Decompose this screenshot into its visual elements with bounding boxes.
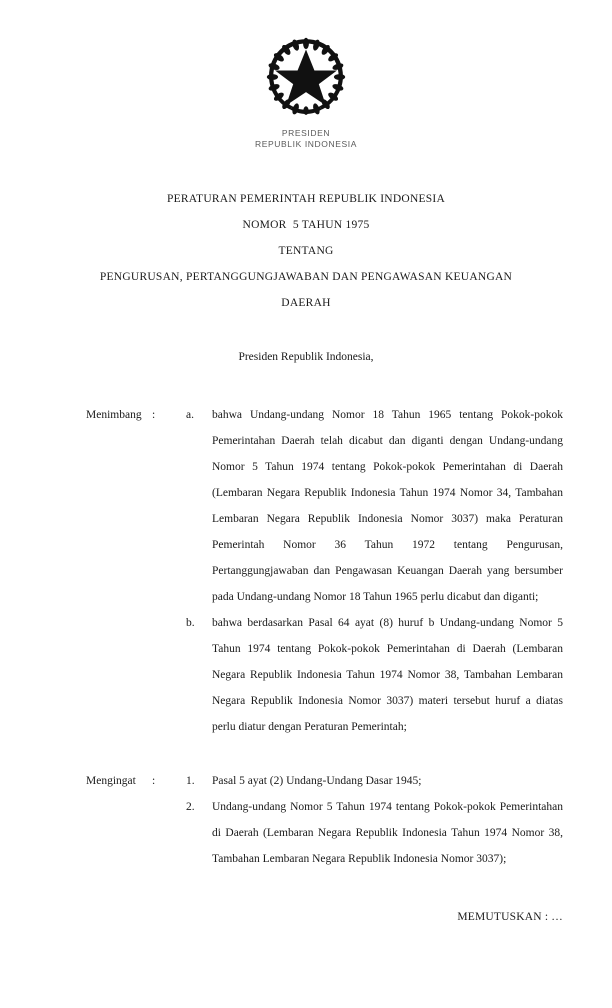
list-item [186,794,563,872]
mengingat-item-marker-1: 1. [186,775,195,787]
menimbang-item-text-b: bahwa berdasarkan Pasal 64 ayat (8) huruf b Undang-undang Nomor 5 Tahun 1974 tentang Pokok-pokok Pemerintahan di Daerah (Lembaran Negara Republik Indonesia Tahun 1974 Nomor 38, Tambahan Lembaran Negara Republik Indonesia Nomor 3037) materi tersebut huruf a diatas perlu diatur dengan Peraturan Pemerintah; [212,617,563,733]
menimbang-item-text-a: bahwa Undang-undang Nomor 18 Tahun 1965 tentang Pokok-pokok Pemerintahan Daerah telah dicabut dan diganti dengan Undang-undang Nomor 5 Tahun 1974 tentang Pokok-pokok Pemerintahan di Daerah (Lembaran Negara Republik Indonesia Tahun 1974 Nomor 34, Tambahan Lembaran Negara Republik Indonesia Nomor 3037) maka Peraturan Pemerintah Nomor 36 Tahun 1972 tentang Pengurusan, Pertanggungjawaban dan Pengawasan Keuangan Daerah yang bersumber pada Undang-undang Nomor 18 Tahun 1965 perlu dicabut dan diganti; [212,409,563,603]
presidential-seal-star-wreath-icon [263,34,349,120]
menimbang-item-marker-b: b. [186,617,195,629]
menimbang-label: Menimbang [86,409,142,421]
mengingat-section [86,768,563,872]
emblem-caption [0,128,612,150]
menimbang-colon: : [152,409,156,421]
mengingat-colon: : [152,775,156,787]
presidential-emblem-block [0,34,612,150]
title-line-tentang: TENTANG [278,245,334,257]
title-line-number: NOMOR 5 TAHUN 1975 [242,219,370,231]
mengingat-item-text-2: Undang-undang Nomor 5 Tahun 1974 tentang Pokok-pokok Pemerintahan di Daerah (Lembaran Negara Republik Indonesia Tahun 1974 Nomor 38, Tambahan Lembaran Negara Republik Indonesia Nomor 3037); [212,801,563,865]
menimbang-section [86,402,563,740]
title-line-subject-part1: PENGURUSAN, PERTANGGUNGJAWABAN DAN PENGAWASAN KEUANGAN [99,271,513,283]
list-item [186,768,563,794]
emblem-caption-line2: REPUBLIK INDONESIA [255,139,357,149]
title-line-subject-part2: DAERAH [281,297,331,309]
menimbang-row [86,402,563,740]
memutuskan-continuation-line: MEMUTUSKAN : … [457,911,563,923]
mengingat-item-list [186,768,563,872]
list-item [186,610,563,740]
opening-authority-line: Presiden Republik Indonesia, [238,351,374,363]
mengingat-item-marker-2: 2. [186,801,195,813]
list-item [186,402,563,610]
emblem-caption-line1: PRESIDEN [281,128,331,138]
document-title-block [26,186,586,316]
title-line-regulation-type: PERATURAN PEMERINTAH REPUBLIK INDONESIA [166,193,446,205]
mengingat-label: Mengingat [86,775,136,787]
menimbang-item-marker-a: a. [186,409,194,421]
mengingat-row [86,768,563,872]
menimbang-item-list [186,402,563,740]
mengingat-item-text-1: Pasal 5 ayat (2) Undang-Undang Dasar 1945; [212,775,422,787]
